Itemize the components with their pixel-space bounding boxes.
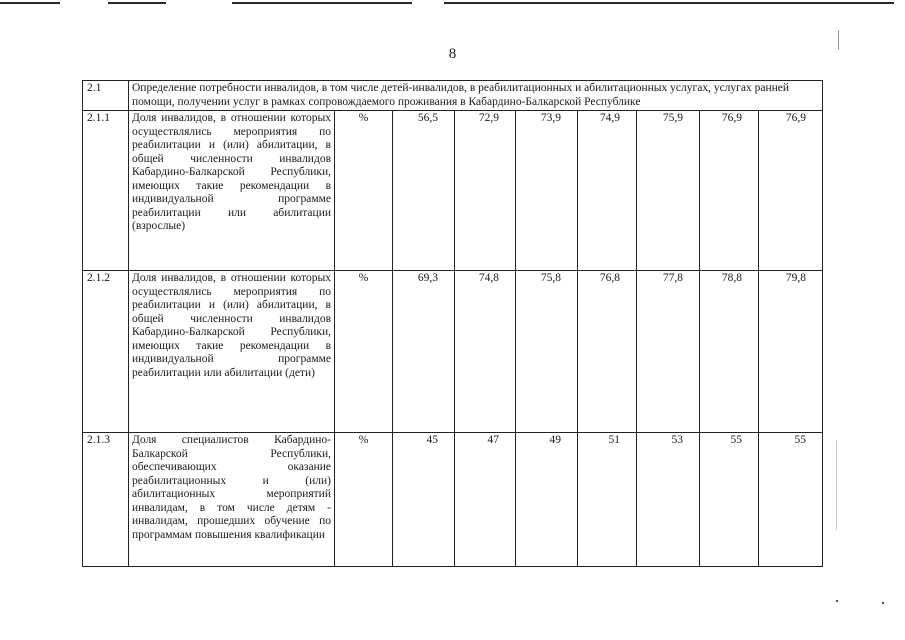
row-value: 76,9 xyxy=(759,111,823,271)
row-value: 55 xyxy=(759,433,823,567)
scan-top-line xyxy=(0,2,60,4)
indicators-table xyxy=(82,80,823,567)
row-value: 55 xyxy=(700,433,759,567)
row-value: 76,9 xyxy=(700,111,759,271)
row-value: 76,8 xyxy=(578,271,637,433)
row-number: 2.1.1 xyxy=(83,111,129,271)
row-value: 72,9 xyxy=(455,111,516,271)
row-number: 2.1.2 xyxy=(83,271,129,433)
section-number: 2.1 xyxy=(83,81,129,111)
row-unit: % xyxy=(335,433,393,567)
row-unit: % xyxy=(335,271,393,433)
row-value: 73,9 xyxy=(516,111,578,271)
scan-top-line xyxy=(232,2,412,4)
section-row xyxy=(83,81,823,111)
row-unit: % xyxy=(335,111,393,271)
row-description: Доля инвалидов, в отношении которых осуществлялись мероприятия по реабилитации и (или) абилитации, в общей численности инвалидов Кабардино-Балкарской Республики, имеющих такие рекомендации в индивидуальной программе реабилитации или абилитации (дети) xyxy=(129,271,335,433)
table-row xyxy=(83,271,823,433)
row-value: 77,8 xyxy=(637,271,700,433)
section-title: Определение потребности инвалидов, в том числе детей-инвалидов, в реабилитационных и абилитационных услугах, услугах ранней помощи, получении услуг в рамках сопровождаемого проживания в Кабардино-Балкарской Республике xyxy=(129,81,823,111)
row-value: 79,8 xyxy=(759,271,823,433)
scan-dot xyxy=(882,602,884,604)
row-value: 51 xyxy=(578,433,637,567)
row-description: Доля специалистов Кабардино-Балкарской Республики, обеспечивающих оказание реабилитационных и (или) абилитационных мероприятий инвалидам, в том числе детям - инвалидам, прошедших обучение по программам повышения квалификации xyxy=(129,433,335,567)
row-value: 49 xyxy=(516,433,578,567)
row-value: 74,8 xyxy=(455,271,516,433)
table-row xyxy=(83,433,823,567)
table-row xyxy=(83,111,823,271)
row-value: 53 xyxy=(637,433,700,567)
scan-top-line xyxy=(444,2,894,4)
scan-edge-mark xyxy=(836,440,837,530)
row-description: Доля инвалидов, в отношении которых осуществлялись мероприятия по реабилитации и (или) абилитации, в общей численности инвалидов Кабардино-Балкарской Республики, имеющих такие рекомендации в индивидуальной программе реабилитации или абилитации (взрослые) xyxy=(129,111,335,271)
row-number: 2.1.3 xyxy=(83,433,129,567)
row-value: 56,5 xyxy=(393,111,455,271)
row-value: 78,8 xyxy=(700,271,759,433)
row-value: 75,8 xyxy=(516,271,578,433)
row-value: 75,9 xyxy=(637,111,700,271)
scan-top-line xyxy=(108,2,166,4)
row-value: 47 xyxy=(455,433,516,567)
scan-dot xyxy=(836,600,838,602)
row-value: 69,3 xyxy=(393,271,455,433)
row-value: 45 xyxy=(393,433,455,567)
row-value: 74,9 xyxy=(578,111,637,271)
page-number: 8 xyxy=(448,46,457,62)
